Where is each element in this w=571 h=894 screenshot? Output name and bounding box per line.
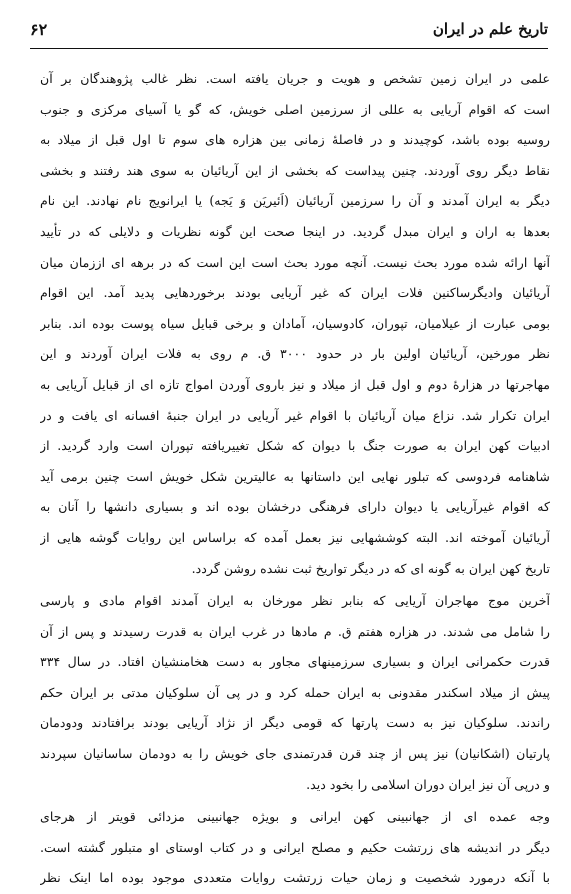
text-line: پیش از میلاد اسکندر مقدونی به ایران حمله کرد و در پی آن سلوکیان مدتی بر ایران حکم xyxy=(40,684,550,700)
text-line: تاریخ کهن ایران به گونه ای که در دیگر تواریخ ثبت نشده روشن گردد. xyxy=(191,560,550,576)
text-line: را شامل می شدند. در هزاره هفتم ق. م مادها در غرب ایران به قدرت رسیدند و پس از آن xyxy=(40,623,550,639)
running-title: تاریخ علم در ایران xyxy=(432,20,548,38)
text-line: دیگر در اندیشه های زرتشت حکیم و مصلح ایرانی و در کتاب اوستای او متبلور گشته است. xyxy=(40,839,550,855)
text-line: علمی در ایران زمین تشخص و هویت و جریان یافته است. نظر غالب پژوهندگان بر آن xyxy=(40,71,550,86)
page-header xyxy=(30,10,548,50)
text-line: شاهنامه فردوسی که تبلور نهایی این داستانها به عالیترین شکل خویش است چنین برمی آید xyxy=(40,468,550,484)
text-line: نظر مورخین، آریائیان اولین بار در حدود ۳۰۰۰ ق. م روی به فلات ایران آوردند و این xyxy=(40,346,550,362)
text-line: راندند. سلوکیان نیز به دست پارتها که قومی دیگر از نژاد آریایی بودند برافتادند ودودمان xyxy=(40,715,550,731)
text-line: وجه عمده ای از جهانبینی کهن ایرانی و بویژه جهانبینی مزدائی قویتر از هرجای xyxy=(40,809,550,825)
text-line: ادبیات کهن ایران به صورت جنگ با دیوان که شکل تغییریافته تپوران است وارد گردید. از xyxy=(40,438,550,454)
text-line: با آنکه درمورد شخصیت و زمان حیات زرتشت روایات متعددی موجود بوده اما اینک نظر xyxy=(40,870,550,886)
text-line: بعدها به اران و ایران مبدل گردید. در اینجا صحت این گونه نظریات و دلایلی که در تأیید xyxy=(40,223,550,239)
text-line: آخرین موج مهاجران آریایی که بنابر نظر مورخان به ایران آمدند اقوام مادی و پارسی xyxy=(40,593,550,609)
body-text xyxy=(40,64,550,894)
text-line: بومی عبارت از عیلامیان، تپوران، کادوسیان، آمادان و برخی قبایل سیاه پوست بوده اند. بنابر xyxy=(40,315,550,331)
text-line: روسیه بوده باشد، کوچیدند و در فاصلهٔ زمانی بین هزاره های سوم تا اول قبل از میلاد به xyxy=(40,132,550,148)
paragraph xyxy=(40,586,550,800)
text-line: ایران تکرار شد. نزاع میان آریائیان با اقوام غیر آریایی در ایران جنبهٔ افسانه ای یافت و در xyxy=(40,407,550,423)
paragraph xyxy=(40,64,550,584)
text-line: دیگر به ایران آمدند و آن را سرزمین آریائیان (اَئیریَن وَ یَجه) یا ایرانویج نام نهادند. این نام xyxy=(40,193,550,209)
text-line: آریائیان وادیگرساکنین فلات ایران که غیر آریایی بودند برخوردهایی پدید آمد. این اقوام xyxy=(40,285,550,301)
text-line: آنها ارائه شده مورد بحث نیست. آنچه مورد بحث است این است که در برهه ای اززمان میان xyxy=(40,254,550,270)
text-line: است که اقوام آریایی به عللی از سرزمین اصلی خویش، که گو یا آسیای مرکزی و جنوب xyxy=(40,101,550,117)
text-line: آریائیان آموخته اند. البته کوششهایی نیز بعمل آمده که براساس این روایات گوشه هایی از xyxy=(40,529,550,545)
text-line: نقاط دیگر روی آوردند. چنین پیداست که بخشی از این آریائیان به سوی هند رفتند و بخشی xyxy=(40,162,550,178)
page-number: ۶۲ xyxy=(30,20,48,39)
text-line: پارتیان (اشکانیان) نیز پس از چند قرن قدرتمندی جای خویش را به دودمان ساسانیان سپردند xyxy=(40,746,550,762)
paragraph xyxy=(40,802,550,894)
text-line: مهاجرتها در هزارهٔ دوم و اول قبل از میلاد و نیز باروی آوردن امواج تازه ای از قبایل آریایی به xyxy=(40,376,550,392)
text-line: که اقوام غیرآریایی یا دیوان دارای فرهنگی درخشان بوده اند و بسیاری دانشها را آنان به xyxy=(40,499,550,515)
text-line: قدرت حکمرانی ایران و بسیاری سرزمینهای مجاور به دست هخامنشیان افتاد. در سال ۳۳۴ xyxy=(40,654,550,670)
text-line: و درپی آن نیز ایران دوران اسلامی را بخود دید. xyxy=(306,776,550,792)
header-rule xyxy=(30,48,548,49)
